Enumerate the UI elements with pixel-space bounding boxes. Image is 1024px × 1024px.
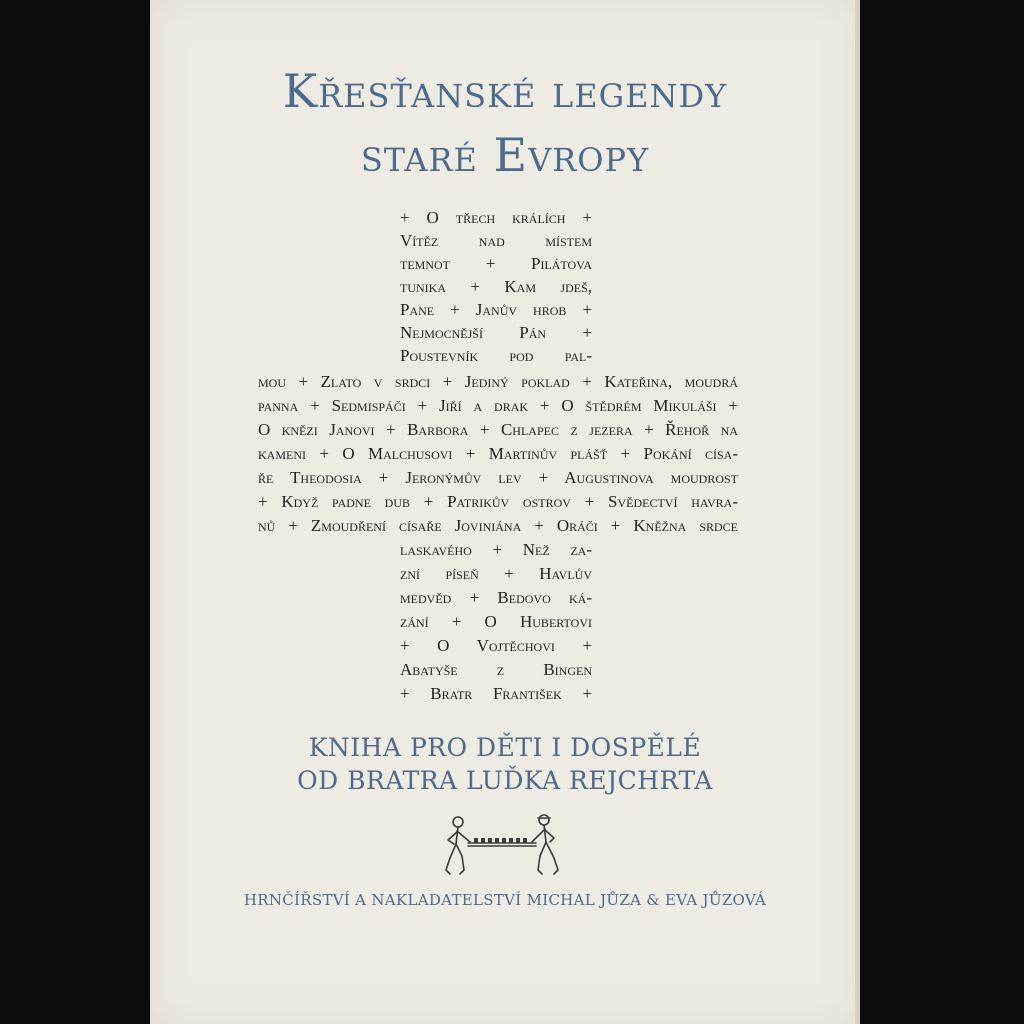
publisher: HRNČÍŘSTVÍ A NAKLADATELSTVÍ MICHAL JŮZA & EVA JŮZOVÁ xyxy=(243,891,767,909)
legend-line: Vítěz nad místem xyxy=(400,231,592,250)
legend-line: kameni + O Malchusovi + Martinův plášť + Pokání císa- xyxy=(258,444,738,463)
legend-line: temnot + Pilátova xyxy=(400,254,592,273)
title-line-2: staré Evropy xyxy=(360,128,650,182)
legend-line: O knězi Janovi + Barbora + Chlapec z jezera + Řehoř na xyxy=(258,420,738,439)
legend-line: medvěd + Bedovo ká- xyxy=(400,588,592,607)
legend-line: zní píseň + Havlův xyxy=(400,564,592,583)
legend-line: + O Vojtěchovi + xyxy=(400,636,592,655)
legend-line: mou + Zlato v srdci + Jediný poklad + Kateřina, moudrá xyxy=(258,372,738,391)
legend-line: ře Theodosia + Jeronýmův lev + Augustinova moudrost xyxy=(258,468,738,487)
legend-line: + O třech králích + xyxy=(400,208,592,227)
subtitle-line-1: KNIHA PRO DĚTI I DOSPĚLÉ xyxy=(308,733,702,762)
legend-line: nů + Zmoudření císaře Joviniána + Oráči + Kněžna srdce xyxy=(258,516,738,535)
legend-line: + Když padne dub + Patrikův ostrov + Svědectví havra- xyxy=(258,492,738,511)
book-cover xyxy=(150,0,860,1024)
legend-line: Poustevník pod pal- xyxy=(400,346,592,365)
legend-line: laskavého + Než za- xyxy=(400,540,592,559)
legend-line: zání + O Hubertovi xyxy=(400,612,592,631)
legend-line: + Bratr František + xyxy=(400,684,592,703)
legend-line: tunika + Kam jdeš, xyxy=(400,277,592,296)
legend-line: Pane + Janův hrob + xyxy=(400,300,592,319)
legend-line: Nejmocnější Pán + xyxy=(400,323,592,342)
two-men-carrying-pottery-board-icon xyxy=(432,812,572,888)
cover-edge xyxy=(855,0,860,1024)
legend-line: Abatyše z Bingen xyxy=(400,660,592,679)
title-line-1: Křesťanské legendy xyxy=(282,64,728,118)
legend-line: panna + Sedmispáči + Jiří a drak + O štědrém Mikuláši + xyxy=(258,396,738,415)
subtitle-line-2: OD BRATRA LUĎKA REJCHRTA xyxy=(297,766,713,795)
